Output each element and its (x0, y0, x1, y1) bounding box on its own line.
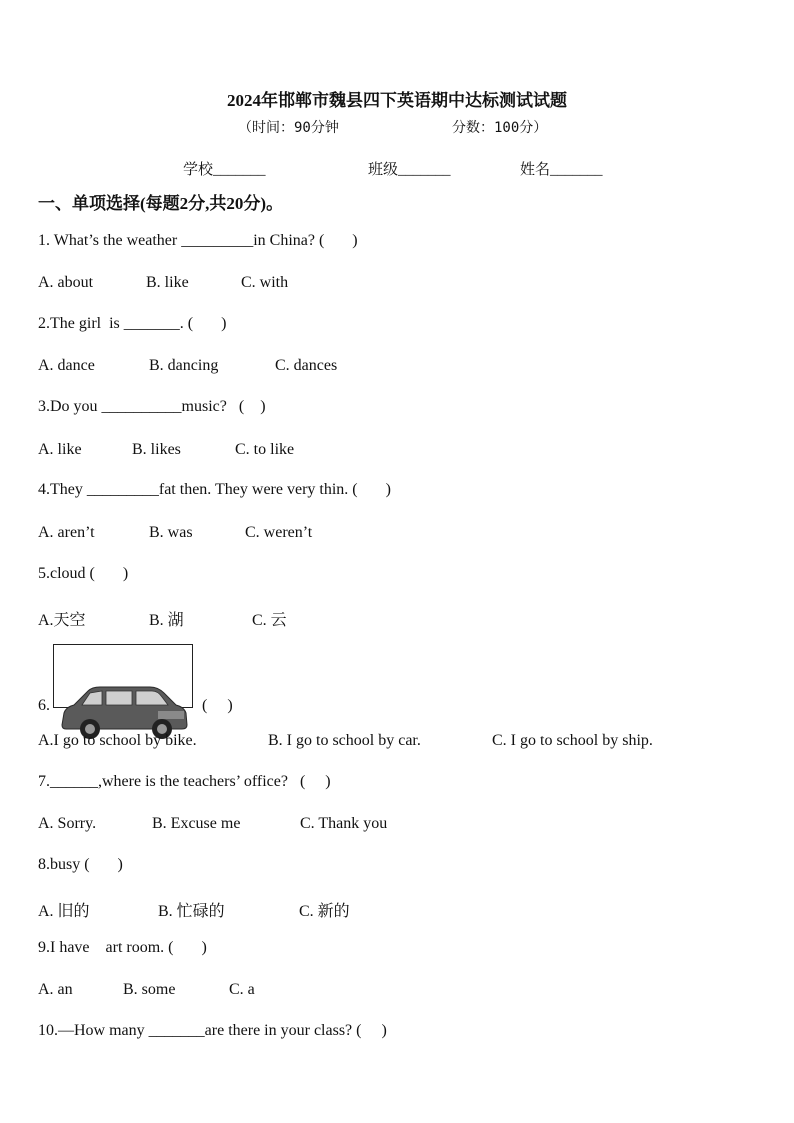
q1-option-c: C. with (241, 274, 289, 291)
question-8: 8.busy ( ) (38, 856, 123, 873)
q7-option-a: A. Sorry. (38, 815, 97, 832)
q9-option-b: B. some (123, 981, 176, 998)
class-field: 班级_______ (368, 162, 451, 178)
question-9: 9.I have art room. ( ) (38, 939, 207, 956)
q6-option-b: B. I go to school by car. (268, 732, 421, 749)
q1-option-b: B. like (146, 274, 189, 291)
question-2: 2.The girl is _______. ( ) (38, 315, 227, 332)
q8-option-a: A. 旧的 (38, 903, 90, 920)
q4-option-a: A. aren’t (38, 524, 95, 541)
car-image (53, 644, 193, 708)
q8-option-b: B. 忙碌的 (158, 903, 225, 920)
q4-option-b: B. was (149, 524, 193, 541)
q3-option-c: C. to like (235, 441, 295, 458)
question-6: 6. (38, 697, 50, 714)
q6-option-a: A.I go to school by bike. (38, 732, 197, 749)
question-10: 10.—How many _______are there in your class? ( ) (38, 1022, 387, 1039)
exam-time: （时间：90分钟 (238, 120, 339, 136)
q3-option-b: B. likes (132, 441, 181, 458)
q8-option-c: C. 新的 (299, 903, 350, 920)
question-3: 3.Do you __________music? ( ) (38, 398, 266, 415)
q7-option-c: C. Thank you (300, 815, 388, 832)
question-1: 1. What’s the weather _________in China? ( ) (38, 232, 358, 249)
section-title: 一、单项选择(每题2分,共20分)。 (38, 194, 284, 213)
q9-option-a: A. an (38, 981, 73, 998)
q5-option-a: A.天空 (38, 612, 86, 629)
q2-option-a: A. dance (38, 357, 95, 374)
q6-answer-paren: ( ) (202, 697, 233, 714)
q9-option-c: C. a (229, 981, 255, 998)
question-5: 5.cloud ( ) (38, 565, 129, 582)
q2-option-b: B. dancing (149, 357, 219, 374)
question-7: 7.______,where is the teachers’ office? ( ) (38, 773, 331, 790)
page-title: 2024年邯郸市魏县四下英语期中达标测试试题 (227, 91, 567, 110)
q5-option-b: B. 湖 (149, 612, 184, 629)
q3-option-a: A. like (38, 441, 82, 458)
q4-option-c: C. weren’t (245, 524, 313, 541)
school-field: 学校_______ (183, 162, 266, 178)
q6-option-c: C. I go to school by ship. (492, 732, 653, 749)
q7-option-b: B. Excuse me (152, 815, 241, 832)
exam-score: 分数：100分） (452, 120, 548, 136)
q5-option-c: C. 云 (252, 612, 287, 629)
name-field: 姓名_______ (520, 162, 603, 178)
q2-option-c: C. dances (275, 357, 338, 374)
q1-option-a: A. about (38, 274, 94, 291)
question-4: 4.They _________fat then. They were very thin. ( ) (38, 481, 391, 498)
